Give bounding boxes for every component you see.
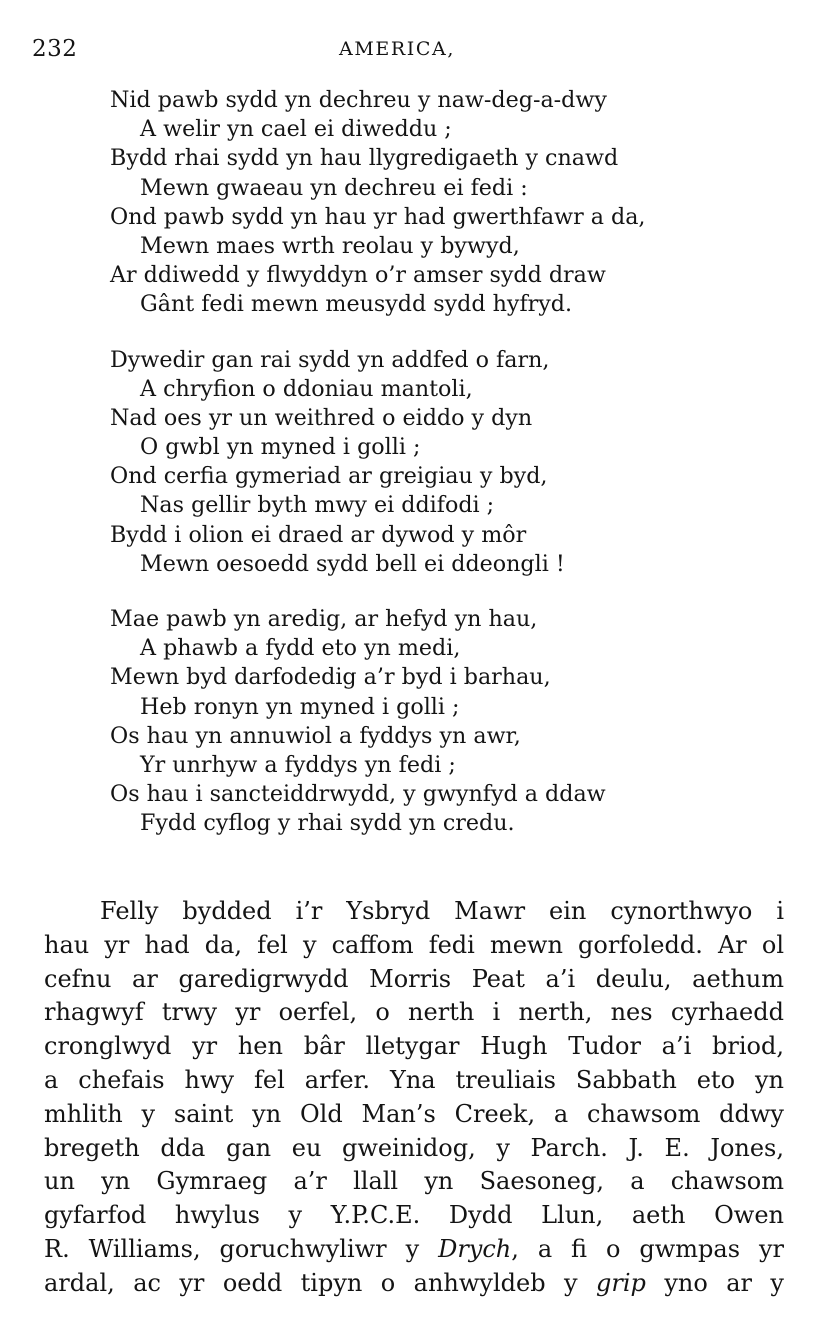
verse-line: Bydd rhai sydd yn hau llygredigaeth y cnawd [110, 145, 619, 172]
prose-line-text: yno ar y [645, 1268, 784, 1297]
verse-line: Ar ddiwedd y flwyddyn o’r amser sydd draw [110, 262, 606, 289]
verse-line: Nid pawb sydd yn dechreu y naw-deg-a-dwy [110, 87, 607, 113]
verse-line: Mewn byd darfodedig a’r byd i barhau, [110, 664, 551, 691]
verse-line: Mewn oesoedd sydd bell ei ddeongli ! [140, 550, 565, 577]
verse-line: A phawb a fydd eto yn medi, [140, 635, 461, 662]
page-number: 232 [32, 36, 78, 62]
verse-line: Nad oes yr un weithred o eiddo y dyn [110, 404, 533, 431]
prose-line: mhlith y saint yn Old Man’s Creek, a chawsom ddwy [44, 1099, 784, 1128]
page-header [0, 36, 814, 70]
verse-line: Fydd cyflog y rhai sydd yn credu. [140, 810, 515, 837]
verse-line: Mewn maes wrth reolau y bywyd, [140, 232, 520, 259]
verse-line: Mae pawb yn aredig, ar hefyd yn hau, [110, 606, 538, 632]
prose-line-text: ardal, ac yr oedd tipyn o anhwyldeb y [44, 1268, 597, 1297]
prose-line-text: R. Williams, goruchwyliwr y [44, 1234, 439, 1263]
verse-line: O gwbl yn myned i golli ; [140, 434, 421, 461]
stanza-1 [110, 86, 800, 320]
stanza-3 [110, 605, 800, 839]
verse-line: A chryfion o ddoniau mantoli, [140, 375, 473, 402]
newspaper-title: Drych [438, 1234, 512, 1263]
poem [110, 86, 800, 839]
prose-paragraph [44, 895, 784, 1301]
prose-line-text: , a fi o gwmpas yr [511, 1234, 785, 1263]
verse-line: Gânt fedi mewn meusydd sydd hyfryd. [140, 291, 573, 318]
verse-line: Os hau yn annuwiol a fyddys yn awr, [110, 722, 521, 749]
verse-line: Bydd i olion ei draed ar dywod y môr [110, 521, 527, 548]
prose-line: cefnu ar garedigrwydd Morris Peat a’i deulu, aethum [44, 964, 784, 993]
verse-line: Yr unrhyw a fyddys yn fedi ; [140, 751, 456, 778]
prose-line: a chefais hwy fel arfer. Yna treuliais Sabbath eto yn [44, 1065, 784, 1094]
prose-line: Felly bydded i’r Ysbryd Mawr ein cynorthwyo i [100, 897, 784, 925]
prose-line [44, 1233, 784, 1267]
stanza-2 [110, 346, 800, 580]
verse-line: A welir yn cael ei diweddu ; [140, 116, 452, 143]
prose-line [44, 1267, 784, 1301]
verse-line: Mewn gwaeau yn dechreu ei fedi : [140, 174, 528, 201]
italic-word: grip [596, 1268, 646, 1297]
verse-line: Dywedir gan rai sydd yn addfed o farn, [110, 346, 550, 373]
prose-line: cronglwyd yr hen bâr lletygar Hugh Tudor a’i briod, [44, 1032, 784, 1061]
prose-line: hau yr had da, fel y caffom fedi mewn gorfoledd. Ar ol [44, 930, 784, 959]
verse-line: Heb ronyn yn myned i golli ; [140, 693, 460, 720]
verse-line: Ond pawb sydd yn hau yr had gwerthfawr a da, [110, 203, 646, 230]
prose-line: gyfarfod hwylus y Y.P.C.E. Dydd Llun, aeth Owen [44, 1201, 784, 1230]
verse-line: Os hau i sancteiddrwydd, y gwynfyd a ddaw [110, 781, 606, 808]
verse-line: Nas gellir byth mwy ei ddifodi ; [140, 492, 495, 519]
prose-line: bregeth dda gan eu gweinidog, y Parch. J. E. Jones, [44, 1133, 784, 1162]
prose-line: rhagwyf trwy yr oerfel, o nerth i nerth, nes cyrhaedd [44, 998, 784, 1027]
prose-line: un yn Gymraeg a’r llall yn Saesoneg, a chawsom [44, 1167, 784, 1196]
running-title: AMERICA, [339, 38, 455, 60]
verse-line: Ond cerfia gymeriad ar greigiau y byd, [110, 463, 548, 490]
